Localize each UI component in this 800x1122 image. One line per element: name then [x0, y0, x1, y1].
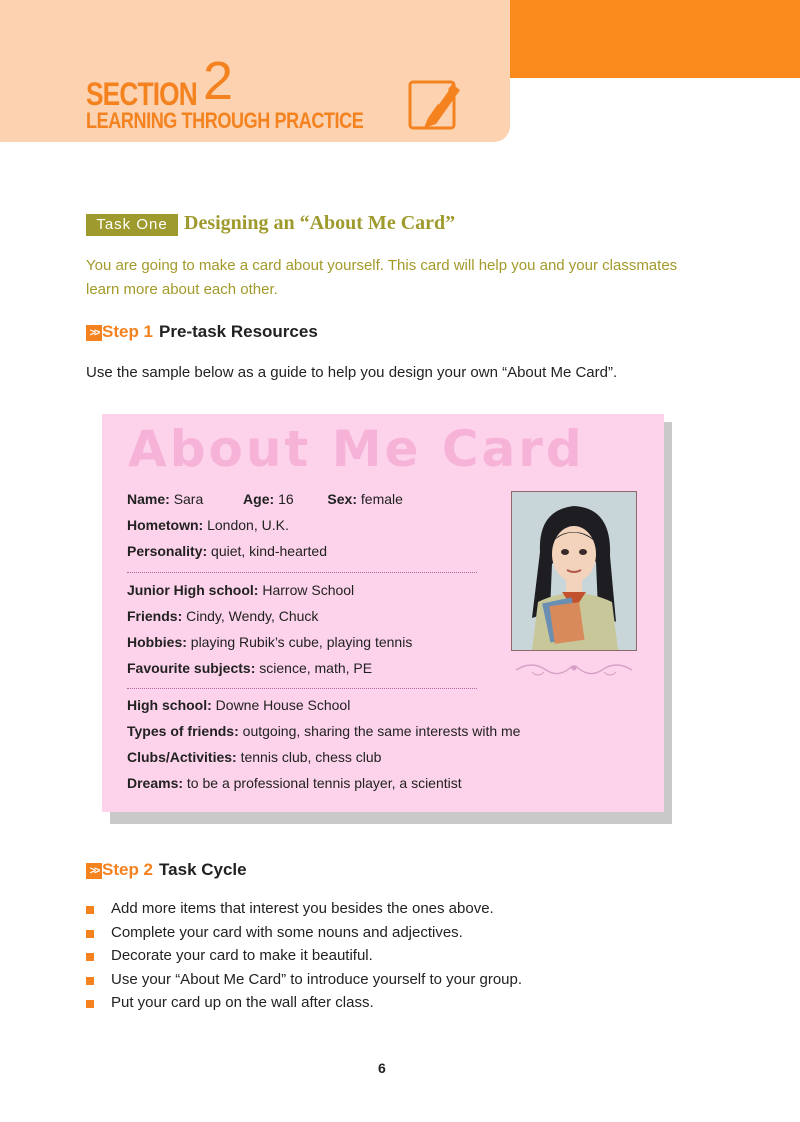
personality-label: Personality:	[127, 543, 208, 559]
step-1-label: Step 1	[102, 322, 154, 341]
clubs-label: Clubs/Activities:	[127, 749, 237, 765]
bullet-square-icon	[86, 977, 94, 985]
list-item	[86, 994, 522, 1018]
section-number: 2	[203, 51, 234, 111]
step-2-heading	[86, 860, 247, 880]
list-item	[86, 900, 522, 924]
friends-label: Friends:	[127, 608, 183, 624]
page-number: 6	[378, 1060, 386, 1076]
dreams-value: to be a professional tennis player, a scientist	[186, 775, 462, 791]
card-line-personality	[127, 543, 327, 559]
clubs-value: tennis club, chess club	[240, 749, 382, 765]
list-item-text: Decorate your card to make it beautiful.	[111, 947, 373, 964]
card-line-subjects	[127, 660, 372, 676]
task-tag: Task One	[86, 214, 178, 236]
card-line-clubs	[127, 749, 381, 765]
task-cycle-list	[86, 900, 522, 1018]
list-item	[86, 971, 522, 995]
double-chevron-icon: >>	[86, 325, 102, 341]
bullet-square-icon	[86, 1000, 94, 1008]
hobbies-label: Hobbies:	[127, 634, 187, 650]
step-1-guide: Use the sample below as a guide to help you design your own “About Me Card”.	[86, 364, 618, 381]
friends-value: Cindy, Wendy, Chuck	[186, 608, 319, 624]
card-line-dreams	[127, 775, 462, 791]
bullet-square-icon	[86, 953, 94, 961]
card-line-hometown	[127, 517, 289, 533]
hobbies-value: playing Rubik’s cube, playing tennis	[190, 634, 413, 650]
about-me-card	[102, 414, 664, 812]
name-label: Name:	[127, 491, 170, 507]
age-value: 16	[278, 491, 294, 507]
card-line-junior	[127, 582, 354, 598]
hometown-label: Hometown:	[127, 517, 204, 533]
task-intro: You are going to make a card about yourself. This card will help you and your classmates learn more about each other.	[86, 257, 678, 298]
list-item-text: Add more items that interest you besides the ones above.	[111, 900, 494, 917]
sex-value: female	[360, 491, 403, 507]
card-line-types	[127, 723, 520, 739]
task-title: Designing an “About Me Card”	[184, 212, 456, 234]
types-value: outgoing, sharing the same interests with me	[242, 723, 521, 739]
step-2-name: Task Cycle	[159, 860, 247, 879]
subjects-value: science, math, PE	[259, 660, 373, 676]
card-line-high	[127, 697, 350, 713]
bullet-square-icon	[86, 906, 94, 914]
header-accent-bar	[510, 0, 800, 78]
subjects-label: Favourite subjects:	[127, 660, 256, 676]
card-line-friends	[127, 608, 318, 624]
types-label: Types of friends:	[127, 723, 239, 739]
high-value: Downe House School	[215, 697, 351, 713]
divider	[127, 688, 477, 689]
high-label: High school:	[127, 697, 212, 713]
list-item-text: Use your “About Me Card” to introduce yourself to your group.	[111, 970, 523, 988]
list-item	[86, 947, 522, 971]
section-label: SECTION	[86, 76, 197, 112]
age-label: Age:	[243, 491, 275, 507]
step-1-heading	[86, 322, 318, 342]
list-item	[86, 924, 522, 948]
step-1-name: Pre-task Resources	[159, 322, 318, 341]
dreams-label: Dreams:	[127, 775, 184, 791]
card-line-hobbies	[127, 634, 412, 650]
flourish-ornament-icon	[512, 658, 636, 680]
section-subtitle: LEARNING THROUGH PRACTICE	[86, 108, 364, 133]
name-value: Sara	[173, 491, 204, 507]
personality-value: quiet, kind-hearted	[211, 543, 327, 559]
step-2-label: Step 2	[102, 860, 154, 879]
divider	[127, 572, 477, 573]
junior-label: Junior High school:	[127, 582, 259, 598]
sex-label: Sex:	[327, 491, 357, 507]
double-chevron-icon: >>	[86, 863, 102, 879]
hometown-value: London, U.K.	[207, 517, 289, 533]
pen-icon	[408, 76, 464, 132]
junior-value: Harrow School	[262, 582, 355, 598]
card-line-basic	[127, 491, 403, 507]
bullet-square-icon	[86, 930, 94, 938]
list-item-text: Complete your card with some nouns and adjectives.	[111, 923, 463, 941]
girl-portrait-illustration	[511, 491, 637, 651]
card-title: About Me Card	[128, 420, 585, 478]
list-item-text: Put your card up on the wall after class.	[111, 994, 374, 1011]
